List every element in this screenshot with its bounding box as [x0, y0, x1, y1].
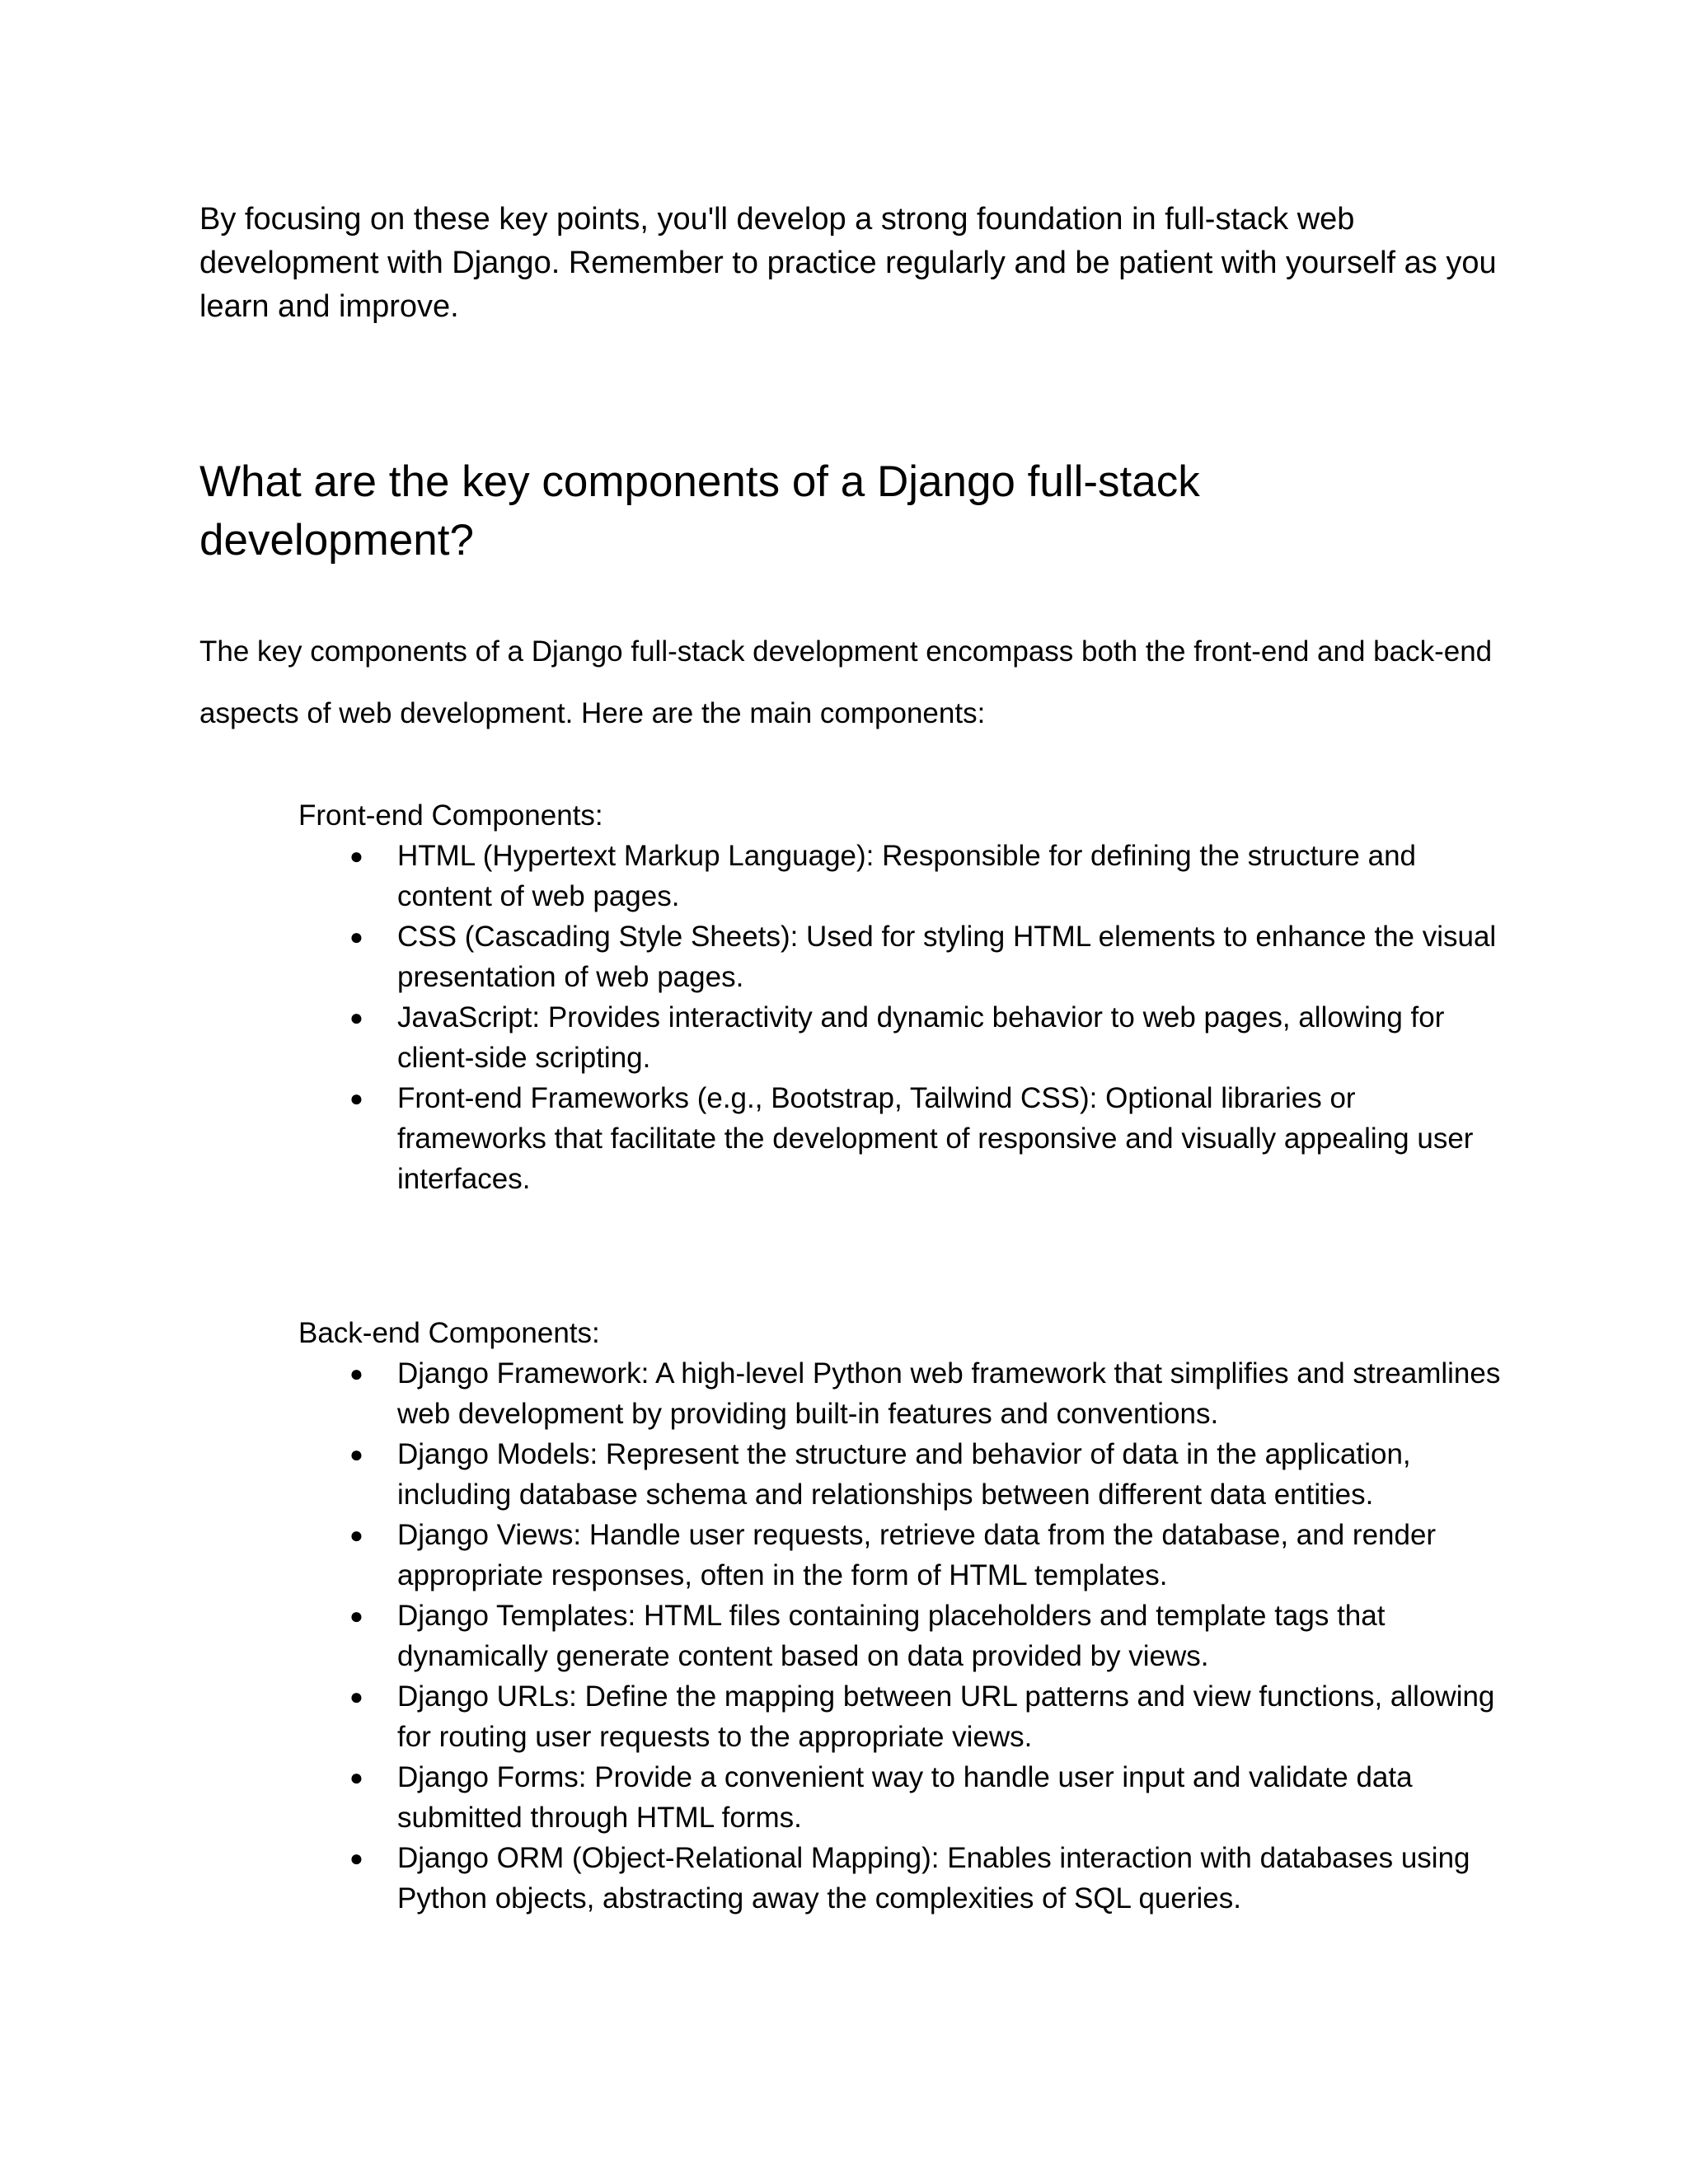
list-item [349, 1078, 1502, 1199]
list-item [349, 997, 1502, 1078]
bullet-icon: ● [349, 843, 363, 869]
front-end-label: Front-end Components: [298, 799, 603, 832]
intro-paragraph: By focusing on these key points, you'll develop a strong foundation in full-stack web development with Django. Remember to practice regularly and be patient with yourself as you learn and improve. [199, 202, 1497, 324]
list-item [349, 1353, 1502, 1434]
bullet-icon: ● [349, 1684, 363, 1709]
bullet-icon: ● [349, 1085, 363, 1111]
list-item-text: CSS (Cascading Style Sheets): Used for styling HTML elements to enhance the visual presentation of web pages. [397, 921, 1497, 993]
list-item-text: Django Models: Represent the structure and behavior of data in the application, including database schema and relationships between different data entities. [397, 1438, 1411, 1511]
bullet-icon: ● [349, 1522, 363, 1548]
bullet-icon: ● [349, 1441, 363, 1467]
list-item-text: JavaScript: Provides interactivity and dynamic behavior to web pages, allowing for client-side scripting. [397, 1001, 1445, 1074]
list-item-text: Django Views: Handle user requests, retrieve data from the database, and render appropriate responses, often in the form of HTML templates. [397, 1519, 1437, 1591]
list-item-text: Django Templates: HTML files containing placeholders and template tags that dynamically generate content based on data provided by views. [397, 1600, 1386, 1672]
list-item-text: Django Forms: Provide a convenient way to handle user input and validate data submitted through HTML forms. [397, 1761, 1413, 1834]
bullet-icon: ● [349, 1005, 363, 1030]
bullet-icon: ● [349, 1765, 363, 1790]
list-item [349, 1757, 1502, 1838]
list-item [349, 1434, 1502, 1515]
list-item-text: HTML (Hypertext Markup Language): Responsible for defining the structure and content of web pages. [397, 840, 1417, 912]
list-item-text: Django Framework: A high-level Python web framework that simplifies and streamlines web development by providing built-in features and conventions. [397, 1357, 1501, 1430]
back-end-label: Back-end Components: [298, 1317, 600, 1349]
list-item [349, 1515, 1502, 1596]
list-item-text: Django ORM (Object-Relational Mapping): Enables interaction with databases using Python objects, abstracting away the complexities of SQL queries. [397, 1842, 1470, 1915]
back-end-list [298, 1353, 1502, 1919]
bullet-icon: ● [349, 1361, 363, 1386]
list-item [349, 916, 1502, 997]
bullet-icon: ● [349, 1845, 363, 1871]
list-item [349, 836, 1502, 916]
section-heading: What are the key components of a Django full-stack development? [199, 457, 1200, 565]
lead-paragraph: The key components of a Django full-stack development encompass both the front-end and back-end aspects of web development. Here are the main components: [199, 635, 1493, 729]
bullet-icon: ● [349, 1603, 363, 1629]
front-end-list [298, 836, 1502, 1199]
list-item [349, 1676, 1502, 1757]
list-item [349, 1838, 1502, 1919]
list-item-text: Front-end Frameworks (e.g., Bootstrap, Tailwind CSS): Optional libraries or frameworks that facilitate the development of responsive and visually appealing user interfaces. [397, 1082, 1474, 1195]
bullet-icon: ● [349, 924, 363, 949]
list-item [349, 1596, 1502, 1676]
back-end-section [298, 1313, 1502, 1919]
document-content [199, 198, 1502, 1919]
list-item-text: Django URLs: Define the mapping between URL patterns and view functions, allowing for routing user requests to the appropriate views. [397, 1680, 1495, 1753]
front-end-section [298, 795, 1502, 1199]
